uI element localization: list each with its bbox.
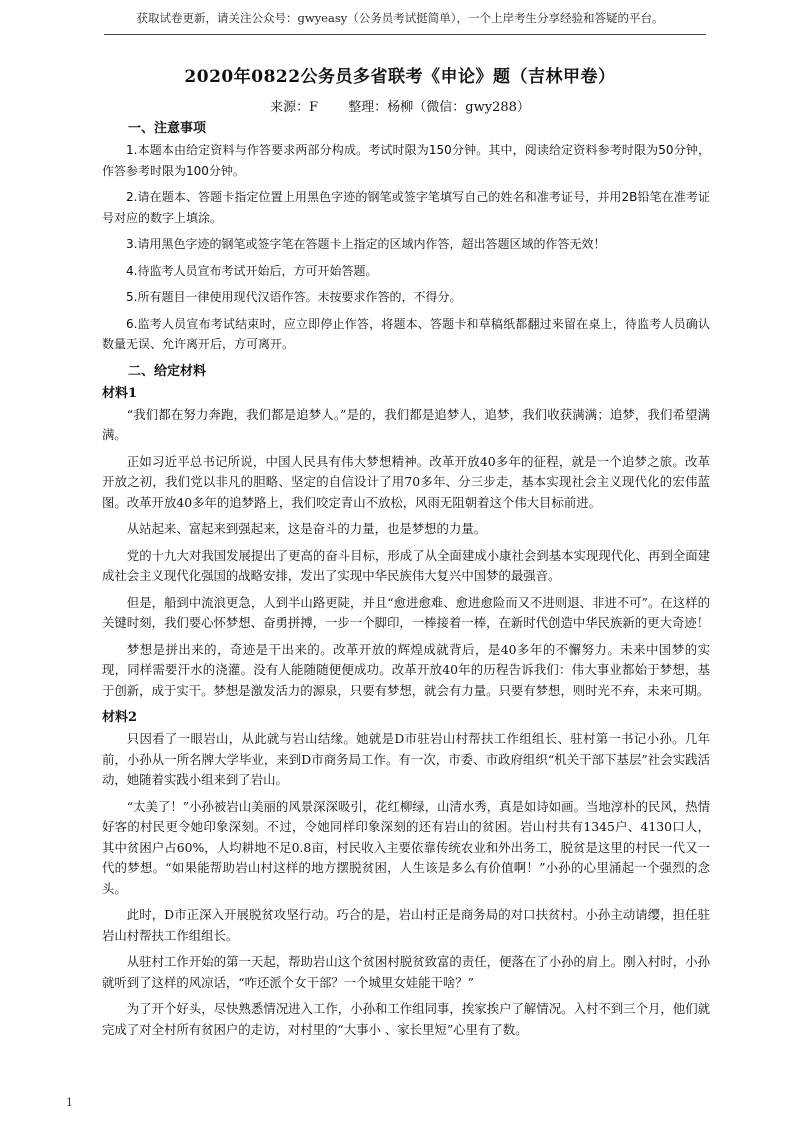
note-item: 6.监考人员宣布考试结束时，应立即停止作答，将题本、答题卡和草稿纸都翻过来留在桌上，待监考人员确认数量无误、允许离开后，方可离开。 bbox=[102, 316, 710, 351]
document-body bbox=[102, 118, 710, 1046]
note-item: 5.所有题目一律使用现代汉语作答。未按要求作答的，不得分。 bbox=[126, 290, 462, 304]
material1-heading: 材料1 bbox=[102, 385, 138, 401]
paragraph: “太美了！”小孙被岩山美丽的风景深深吸引，花红柳绿，山清水秀，真是如诗如画。当地淳朴的民风，热情好客的村民更令她印象深刻。不过，令她同样印象深刻的还有岩山的贫困。岩山村共有1345户、4130口人，其中贫困户占60%，人均耕地不足0.8亩，村民收入主要依靠传统农业和外出务工，脱贫是这里的村民一代又一代的梦想。“如果能帮助岩山村这样的地方摆脱贫困，人生该是多么有价值啊！”小孙的心里涌起一个强烈的念头。 bbox=[102, 798, 710, 896]
paragraph: 但是，船到中流浪更急，人到半山路更陡，并且“愈进愈难、愈进愈险而又不进则退、非进不可”。在这样的关键时刻，我们要心怀梦想、奋勇拼搏，一步一个脚印，一棒接着一棒，在新时代创造中华民族新的更大奇迹！ bbox=[102, 594, 710, 630]
paragraph: 只因看了一眼岩山，从此就与岩山结缘。她就是D市驻岩山村帮扶工作组组长、驻村第一书记小孙。几年前，小孙从一所名牌大学毕业，来到D市商务局工作。有一次，市委、市政府组织“机关干部下基层”社会实践活动，她随着实践小组来到了岩山。 bbox=[102, 731, 710, 787]
note-item: 1.本题本由给定资料与作答要求两部分构成。考试时限为150分钟。其中，阅读给定资料参考时限为50分钟，作答参考时限为100分钟。 bbox=[102, 143, 710, 178]
note-item: 2.请在题本、答题卡指定位置上用黑色字迹的钢笔或签字笔填写自己的姓名和准考证号，并用2B铅笔在准考证号对应的数字上填涂。 bbox=[102, 190, 710, 225]
note-item: 3.请用黑色字迹的钢笔或签字笔在答题卡上指定的区域内作答，超出答题区域的作答无效！ bbox=[126, 237, 606, 251]
page-number: 1 bbox=[66, 1096, 73, 1109]
material1-body bbox=[102, 405, 710, 702]
source-label: 来源：F bbox=[270, 100, 319, 115]
paragraph: 从驻村工作开始的第一天起，帮助岩山这个贫困村脱贫致富的责任，便落在了小孙的肩上。刚入村时，小孙就听到了这样的风凉话，“咋还派个女干部？一个城里女娃能干啥？” bbox=[102, 954, 710, 990]
materials-heading: 二、给定材料 bbox=[128, 363, 207, 379]
paragraph: 党的十九大对我国发展提出了更高的奋斗目标，形成了从全面建成小康社会到基本实现现代化、再到全面建成社会主义现代化强国的战略安排，发出了实现中华民族伟大复兴中国梦的最强音。 bbox=[102, 547, 710, 583]
paragraph: “我们都在努力奔跑，我们都是追梦人。”是的，我们都是追梦人，追梦，我们收获满满；追梦，我们希望满满。 bbox=[102, 406, 710, 442]
paragraph: 为了开个好头，尽快熟悉情况进入工作，小孙和工作组同事，挨家挨户了解情况。入村不到三个月，他们就完成了对全村所有贫困户的走访，对村里的“大事小 、家长里短”心里有了数。 bbox=[102, 1001, 710, 1037]
notes-heading: 一、注意事项 bbox=[128, 121, 207, 136]
header-divider bbox=[104, 34, 706, 35]
paragraph: 此时，D市正深入开展脱贫攻坚行动。巧合的是，岩山村正是商务局的对口扶贫村。小孙主动请缨，担任驻岩山村帮扶工作组组长。 bbox=[102, 907, 710, 943]
paragraph: 正如习近平总书记所说，中国人民具有伟大梦想精神。改革开放40多年的征程，就是一个追梦之旅。改革开放之初，我们党以非凡的胆略、坚定的自信设计了用70多年、分三步走，基本实现社会主义现代化的宏伟蓝图。改革开放40多年的追梦路上，我们咬定青山不放松，风雨无阻朝着这个伟大目标前进。 bbox=[102, 453, 710, 510]
material2-body bbox=[102, 729, 710, 1040]
paragraph: 从站起来、富起来到强起来，这是奋斗的力量，也是梦想的力量。 bbox=[126, 521, 487, 536]
editor-label: 整理：杨柳（微信：gwy288） bbox=[348, 100, 530, 115]
material2-heading: 材料2 bbox=[102, 710, 138, 725]
paragraph: 梦想是拼出来的，奇迹是干出来的。改革开放的辉煌成就背后，是40多年的不懈努力。未来中国梦的实现，同样需要汗水的浇灌。没有人能随随便便成功。改革开放40年的历程告诉我们：伟大事业都始于梦想，基于创新，成于实干。梦想是激发活力的源泉，只要有梦想，就会有力量。只要有梦想，则时光不弃，未来可期。 bbox=[102, 641, 710, 698]
notes-list bbox=[102, 140, 710, 355]
note-item: 4.待监考人员宣布考试开始后，方可开始答题。 bbox=[126, 263, 378, 278]
header-note: 获取试卷更新，请关注公众号：gwyeasy（公务员考试挺简单），一个上岸考生分享经验和答疑的平台。 bbox=[136, 11, 664, 25]
document-subtitle bbox=[0, 96, 800, 115]
page-title: 2020年0822公务员多省联考《申论》题（吉林甲卷） bbox=[184, 67, 616, 87]
